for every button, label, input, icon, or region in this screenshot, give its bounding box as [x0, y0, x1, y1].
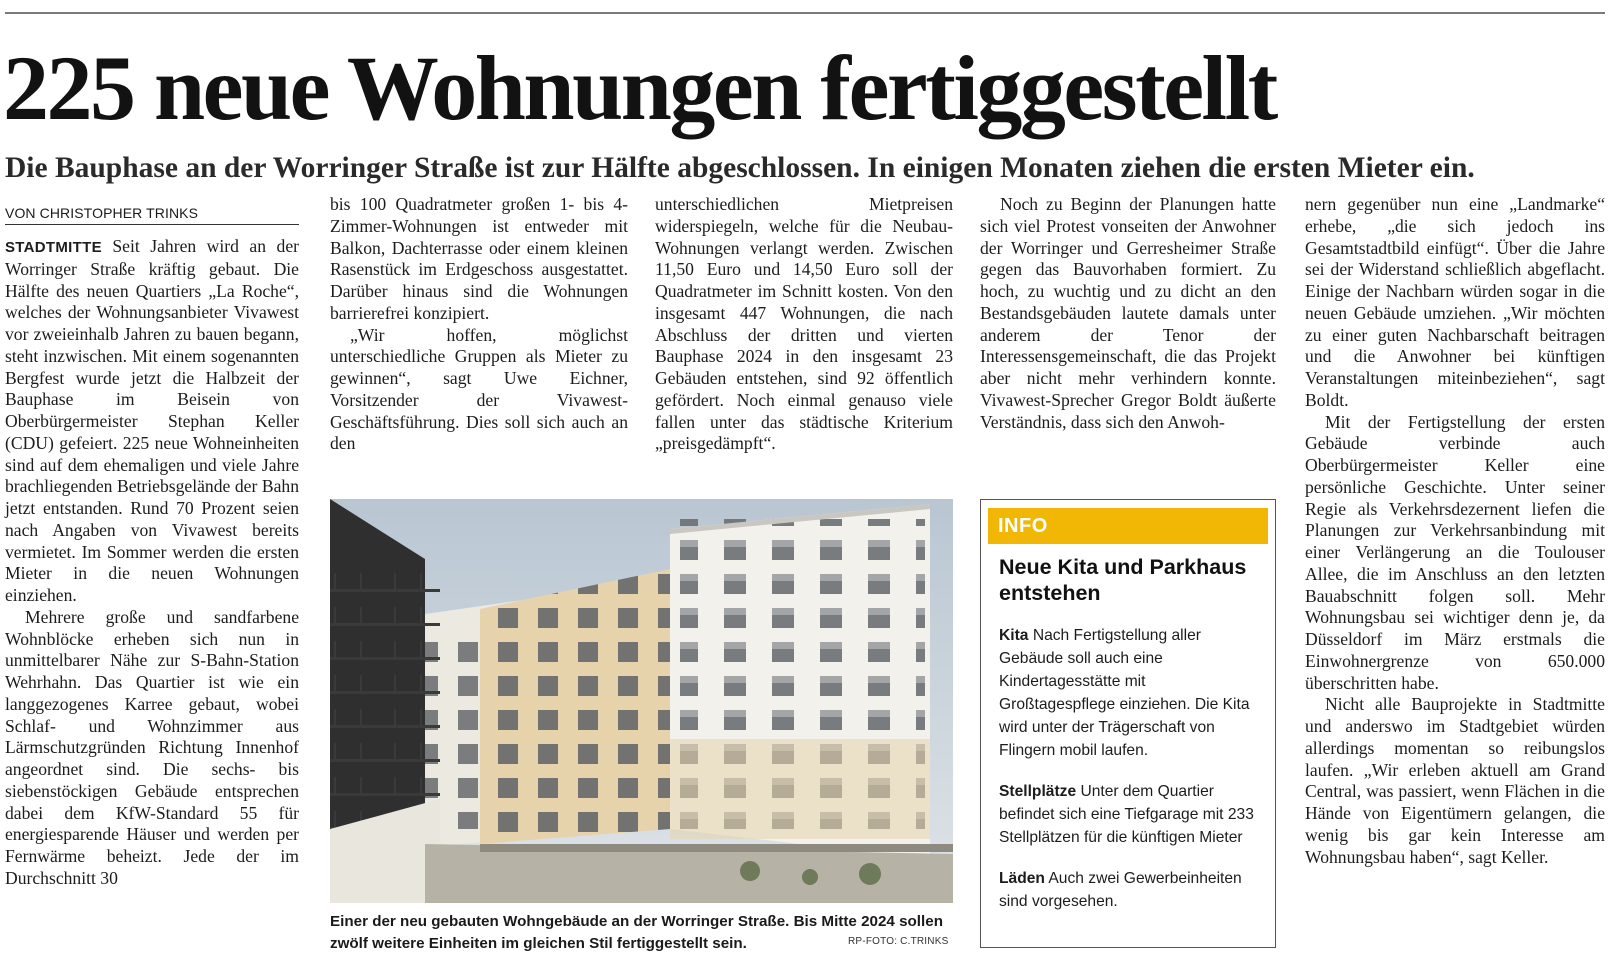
article-column-2	[330, 194, 628, 455]
headline: 225 neue Wohnungen fertiggestellt	[3, 37, 1276, 139]
info-item-kita	[988, 624, 1268, 762]
photo-caption: Einer der neu gebauten Wohngebäude an der Worringer Straße. Bis Mitte 2024 sollen zwölf weitere Einheiten im gleichen Stil fertiggestellt sein.	[330, 913, 943, 952]
info-label: INFO	[988, 508, 1268, 544]
info-item-laeden	[988, 867, 1268, 913]
info-item-term: Stellplätze	[999, 783, 1077, 800]
info-title: Neue Kita und Parkhaus entstehen	[999, 555, 1247, 605]
article-column-3	[655, 194, 953, 455]
article-paragraph: Mit der Fertigstellung der ersten Gebäude verbinde auch Oberbürgermeister Keller eine persönliche Geschichte. Unter seiner Regie als Verkehrsdezernent liefen die Planungen zur Verkehrsanbindung mit einer Verlängerung an die Toulouser Allee, die im Anschluss an den letzten Bauabschnitt folgen soll. Mehr Wohnungsbau sei wichtiger denn je, da Düsseldorf im März erstmals die Einwohnergrenze von 650.000 überschritten habe.	[1305, 411, 1605, 693]
paragraph-text: Seit Jahren wird an der Worringer Straße kräftig gebaut. Die Hälfte des neuen Quartiers „La Roche“, welches der Wohnungsanbieter Vivawest vor zweieinhalb Jahren zu bauen begann, steht inzwischen. Mit einem sogenannten Bergfest wurde jetzt die Halbzeit der Bauphase im Beisein von Oberbürgermeister Stephan Keller (CDU) gefeiert. 225 neue Wohneinheiten sind auf dem ehemaligen und viele Jahre brachliegenden Betriebsgelände der Bahn jetzt entstanden. Rund 70 Prozent seien nach Angaben von Vivawest bereits vermietet. Im Sommer werden die ersten Mieter in die neuen Wohnungen einziehen.	[5, 236, 300, 605]
article-paragraph: Nicht alle Bauprojekte in Stadtmitte und anderswo im Stadtgebiet würden allerdings momentan so reibungslos laufen. „Wir erleben aktuell am Grand Central, was passiert, wenn Flächen in die Hände von Eigentümern gelangen, die wenig bis gar kein Interesse am Wohnungsbau haben“, sagt Keller.	[1305, 694, 1605, 867]
article-paragraph	[5, 236, 299, 607]
article-paragraph: Noch zu Beginn der Planungen hatte sich viel Protest vonseiten der Anwohner der Worringer und Gerresheimer Straße gegen das Bauvorhaben formiert. Zu hoch, zu wuchtig und zu dicht an den Bestandsgebäuden lautete damals unter anderem der Tenor der Interessensgemeinschaft, die das Projekt aber nicht mehr verhindern konnte. Vivawest-Sprecher Gregor Boldt äußerte Verständnis, dass sich den Anwoh-	[980, 194, 1276, 432]
article-paragraph: nern gegenüber nun eine „Landmarke“ erhebe, „die sich jedoch ins Gesamtstadtbild einfügt“. Über die Jahre sei der Widerstand schließlich abgeflacht. Einige der Nachbarn würden sogar in die neuen Gebäude umziehen. „Wir möchten zu einer guten Nachbarschaft beitragen und die Anwohner bei künftigen Veranstaltungen miteinbeziehen“, sagt Boldt.	[1305, 194, 1605, 410]
photo-credit: RP-FOTO: C.TRINKS	[848, 936, 949, 947]
info-box	[980, 499, 1276, 948]
top-rule	[5, 12, 1605, 14]
article-paragraph: unterschiedlichen Mietpreisen widerspiegeln, welche für die Neubau-Wohnungen verlangt werden. Zwischen 11,50 Euro und 14,50 Euro soll der Quadratmeter im Schnitt kosten. Von den insgesamt 447 Wohnungen, die nach Abschluss der dritten und vierten Bauphase 2024 in den insgesamt 23 Gebäuden entstehen, sind 92 öffentlich gefördert. Noch einmal genauso viele fallen unter das städtische Kriterium „preisgedämpft“.	[655, 194, 953, 454]
article-column-1	[5, 236, 299, 890]
info-item-text: Nach Fertigstellung aller Gebäude soll auch eine Kindertagesstätte mit Großtagespflege einziehen. Die Kita wird unter der Trägerschaft von Flingern mobil laufen.	[999, 627, 1250, 759]
info-item-text: Unter dem Quartier befindet sich eine Tiefgarage mit 233 Stellplätzen für die künftigen Mieter	[999, 783, 1254, 846]
info-item-term: Läden	[999, 870, 1045, 887]
info-item-text: Auch zwei Gewerbeinheiten sind vorgesehen.	[999, 870, 1242, 910]
location-tag: STADTMITTE	[5, 239, 102, 256]
subheadline: Die Bauphase an der Worringer Straße ist zur Hälfte abgeschlossen. In einigen Monaten ziehen die ersten Mieter ein.	[5, 152, 1475, 184]
article-paragraph: Mehrere große und sandfarbene Wohnblöcke erheben sich nun in unmittelbarer Nähe zur S-Bahn-Station Wehrhahn. Das Quartier ist wie ein langgezogenes Karree gebaut, wobei Schlaf- und Wohnzimmer aus Lärmschutzgründen Richtung Innenhof angeordnet sind. Die sechs- bis siebenstöckigen Gebäude entsprechen dabei dem KfW-Standard 55 für energiesparende Häuser und werden per Fernwärme beheizt. Jede der im Durchschnitt 30	[5, 606, 299, 888]
article-photo	[330, 499, 953, 903]
article-paragraph: „Wir hoffen, möglichst unterschiedliche Gruppen als Mieter zu gewinnen“, sagt Uwe Eichner, Vorsitzender der Vivawest-Geschäftsführung. Dies soll sich auch an den	[330, 324, 628, 454]
article-paragraph: bis 100 Quadratmeter großen 1- bis 4-Zimmer-Wohnungen ist entweder mit Balkon, Dachterrasse oder einem kleinen Rasenstück im Erdgeschoss ausgestattet. Darüber hinaus sind die Wohnungen barrierefrei konzipiert.	[330, 194, 628, 323]
building-photo-illustration	[330, 499, 953, 903]
info-item-stellplaetze	[988, 780, 1268, 849]
byline: VON CHRISTOPHER TRINKS	[5, 205, 299, 225]
article-column-4	[980, 194, 1276, 433]
info-item-term: Kita	[999, 627, 1029, 644]
article-column-5	[1305, 194, 1605, 868]
